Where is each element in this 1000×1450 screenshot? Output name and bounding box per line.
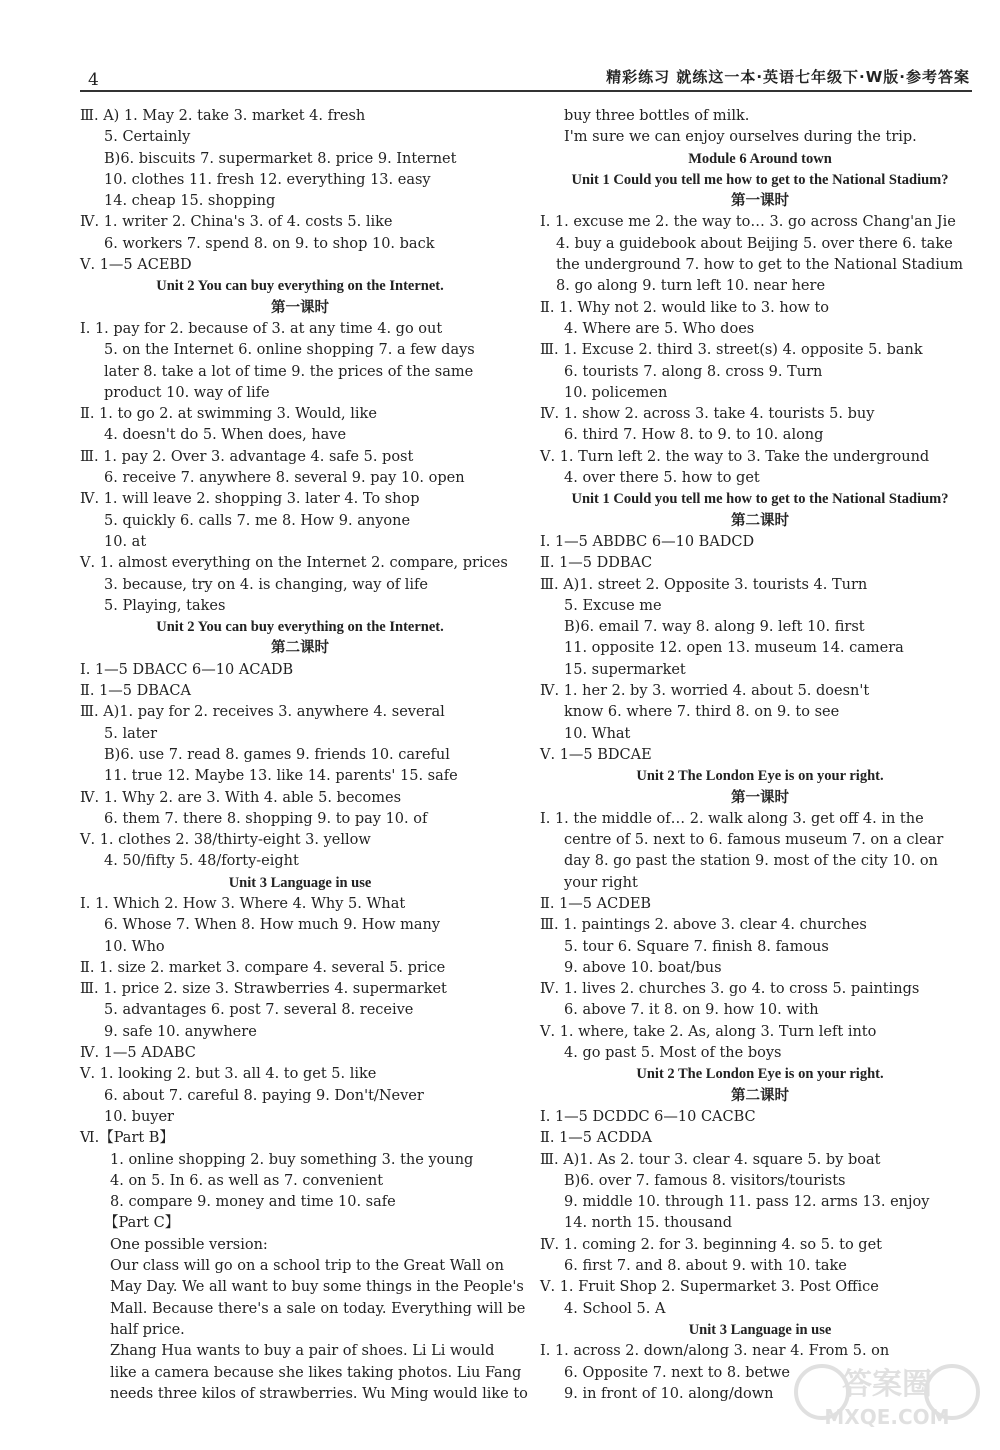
answer-line: Ⅱ. 1. Why not 2. would like to 3. how to (540, 299, 830, 316)
answer-line: 8. go along 9. turn left 10. near here (556, 278, 826, 295)
answer-line: 6. about 7. careful 8. paying 9. Don't/Never (104, 1087, 424, 1104)
answer-line: Ⅴ. 1. Fruit Shop 2. Supermarket 3. Post Office (540, 1279, 879, 1296)
section-heading: Unit 1 Could you tell me how to get to the National Stadium? (571, 491, 949, 508)
answer-line: 10. What (564, 725, 631, 742)
answer-line: 6. them 7. there 8. shopping 9. to pay 10. of (104, 810, 428, 827)
answer-line: 8. compare 9. money and time 10. safe (110, 1194, 396, 1211)
answer-line: 11. opposite 12. open 13. museum 14. camera (564, 640, 904, 657)
answer-line: 5. Certainly (104, 129, 191, 146)
header-rule (80, 90, 972, 92)
answer-line: 10. Who (104, 938, 165, 955)
answer-line: Ⅰ. 1—5 DBACC 6—10 ACADB (80, 661, 294, 678)
answer-line: 11. true 12. Maybe 13. like 14. parents' 15. safe (104, 768, 458, 785)
answer-line: 9. above 10. boat/bus (564, 959, 722, 976)
answer-line: 4. buy a guidebook about Beijing 5. over there 6. take (556, 235, 953, 252)
answer-line: 9. safe 10. anywhere (104, 1023, 257, 1040)
section-heading: 第二课时 (731, 1087, 789, 1104)
answer-line: 14. north 15. thousand (564, 1215, 733, 1232)
answer-line: Ⅳ. 1. writer 2. China's 3. of 4. costs 5. like (80, 214, 393, 231)
right-column (540, 106, 980, 1405)
answer-line: 6. first 7. and 8. about 9. with 10. take (564, 1258, 847, 1275)
section-heading: 第二课时 (271, 640, 329, 657)
answer-line: 【Part C】 (104, 1215, 180, 1232)
answer-line: 4. go past 5. Most of the boys (564, 1045, 782, 1062)
answer-line: Ⅱ. 1—5 DBACA (80, 683, 191, 700)
answer-line: centre of 5. next to 6. famous museum 7. on a clear (564, 832, 944, 849)
section-heading: 第一课时 (731, 789, 789, 806)
answer-line: Ⅴ. 1. looking 2. but 3. all 4. to get 5. like (80, 1066, 377, 1083)
answer-line: 4. over there 5. how to get (564, 470, 760, 487)
answer-line: know 6. where 7. third 8. on 9. to see (564, 704, 840, 721)
answer-line: Ⅴ. 1. Turn left 2. the way to 3. Take the underground (540, 448, 930, 465)
answer-line: 9. in front of 10. along/down (564, 1385, 774, 1402)
section-heading: Unit 2 You can buy everything on the Internet. (156, 278, 444, 295)
answer-line: day 8. go past the station 9. most of the city 10. on (564, 853, 938, 870)
answer-line: 10. clothes 11. fresh 12. everything 13. easy (104, 171, 431, 188)
answer-line: the underground 7. how to get to the National Stadium (556, 257, 964, 274)
answer-line: Ⅱ. 1—5 ACDDA (540, 1130, 652, 1147)
answer-line: Ⅳ. 1—5 ADABC (80, 1045, 196, 1062)
answer-line: 6. receive 7. anywhere 8. several 9. pay 10. open (104, 470, 465, 487)
answer-line: Ⅰ. 1. the middle of… 2. walk along 3. get off 4. in the (540, 810, 924, 827)
section-heading: Unit 3 Language in use (688, 1321, 832, 1338)
section-heading: 第一课时 (271, 299, 329, 316)
answer-line: 14. cheap 15. shopping (104, 193, 276, 210)
answer-line: 6. Whose 7. When 8. How much 9. How many (104, 917, 441, 934)
answer-line: 6. Opposite 7. next to 8. betwe (564, 1364, 790, 1381)
page-number: 4 (88, 70, 99, 90)
answer-line: Ⅲ. 1. pay 2. Over 3. advantage 4. safe 5. post (80, 448, 414, 465)
answer-line: Ⅳ. 1. Why 2. are 3. With 4. able 5. becomes (80, 789, 402, 806)
answer-line: product 10. way of life (104, 384, 270, 401)
answer-line: Ⅱ. 1. size 2. market 3. compare 4. several 5. price (80, 959, 446, 976)
section-heading: 第一课时 (731, 193, 789, 210)
answer-line: 5. later (104, 725, 158, 742)
answer-line: buy three bottles of milk. (564, 108, 750, 124)
answer-line: Ⅲ. 1. paintings 2. above 3. clear 4. churches (540, 917, 867, 934)
answer-line: 10. buyer (104, 1108, 174, 1125)
answer-line: your right (564, 874, 638, 891)
svg-text:MXQE.COM: MXQE.COM (824, 1405, 950, 1429)
left-column (80, 106, 528, 1405)
answer-line: 5. quickly 6. calls 7. me 8. How 9. anyone (104, 512, 411, 529)
answer-line: 5. Excuse me (564, 597, 662, 614)
answer-line: later 8. take a lot of time 9. the prices of the same (104, 363, 474, 380)
answer-line: 3. because, try on 4. is changing, way of life (104, 576, 429, 593)
answer-line: Our class will go on a school trip to the Great Wall on (110, 1258, 504, 1275)
answer-line: Ⅰ. 1. across 2. down/along 3. near 4. From 5. on (540, 1343, 890, 1360)
answer-line: Ⅳ. 1. show 2. across 3. take 4. tourists 5. buy (540, 406, 875, 423)
answer-line: 4. School 5. A (564, 1300, 666, 1317)
answer-line: 4. Where are 5. Who does (564, 320, 755, 337)
svg-text:答案圈: 答案圈 (842, 1367, 932, 1402)
section-heading: Unit 1 Could you tell me how to get to the National Stadium? (571, 171, 949, 188)
answer-line: Ⅲ. A) 1. May 2. take 3. market 4. fresh (80, 108, 366, 124)
header-title: 精彩练习 就练这一本·英语七年级下·W版·参考答案 (606, 68, 970, 86)
answer-line: Ⅲ. 1. price 2. size 3. Strawberries 4. supermarket (80, 981, 447, 998)
answer-line: Ⅳ. 1. lives 2. churches 3. go 4. to cross 5. paintings (540, 981, 920, 998)
section-heading: Unit 2 The London Eye is on your right. (636, 1066, 884, 1083)
answer-line: 1. online shopping 2. buy something 3. the young (110, 1151, 474, 1168)
answer-line: 10. at (104, 533, 147, 550)
answer-line: Ⅴ. 1. clothes 2. 38/thirty-eight 3. yellow (80, 832, 371, 849)
section-heading: 第二课时 (731, 512, 789, 529)
watermark-logo (792, 1352, 982, 1432)
answer-line: half price. (110, 1321, 185, 1338)
answer-line: 6. third 7. How 8. to 9. to 10. along (564, 427, 824, 444)
answer-line: like a camera because she likes taking photos. Liu Fang (110, 1364, 522, 1381)
answer-line: B)6. over 7. famous 8. visitors/tourists (564, 1172, 846, 1189)
answer-line: Ⅴ. 1. where, take 2. As, along 3. Turn left into (540, 1023, 877, 1040)
answer-line: needs three kilos of strawberries. Wu Ming would like to (110, 1385, 528, 1402)
answer-line: B)6. email 7. way 8. along 9. left 10. first (564, 619, 865, 636)
answer-line: 4. 50/fifty 5. 48/forty-eight (104, 853, 299, 870)
answer-line: I'm sure we can enjoy ourselves during the trip. (564, 129, 917, 146)
answer-line: 15. supermarket (564, 661, 686, 678)
answer-line: Ⅴ. 1—5 ACEBD (80, 257, 192, 274)
answer-line: 6. workers 7. spend 8. on 9. to shop 10. back (104, 235, 435, 252)
answer-line: Ⅳ. 1. coming 2. for 3. beginning 4. so 5. to get (540, 1236, 882, 1253)
answer-line: B)6. use 7. read 8. games 9. friends 10. careful (104, 746, 450, 763)
answer-line: 4. on 5. In 6. as well as 7. convenient (110, 1172, 384, 1189)
section-heading: Unit 2 The London Eye is on your right. (636, 768, 884, 785)
answer-line: Ⅳ. 1. her 2. by 3. worried 4. about 5. doesn't (540, 683, 870, 700)
answer-line: Ⅰ. 1—5 ABDBC 6—10 BADCD (540, 533, 755, 550)
answer-line: Ⅰ. 1—5 DCDDC 6—10 CACBC (540, 1108, 756, 1125)
answer-line: B)6. biscuits 7. supermarket 8. price 9. Internet (104, 150, 457, 167)
answer-line: Ⅳ. 1. will leave 2. shopping 3. later 4. To shop (80, 491, 420, 508)
answer-line: 6. above 7. it 8. on 9. how 10. with (564, 1002, 819, 1019)
answer-line: Ⅱ. 1—5 ACDEB (540, 895, 652, 912)
section-heading: Module 6 Around town (688, 150, 832, 167)
section-heading: Unit 2 You can buy everything on the Internet. (156, 619, 444, 636)
answer-line: One possible version: (110, 1236, 268, 1253)
answer-line: Ⅴ. 1—5 BDCAE (540, 746, 652, 763)
answer-line: 10. policemen (564, 384, 668, 401)
answer-line: 5. advantages 6. post 7. several 8. receive (104, 1002, 414, 1019)
answer-line: Mall. Because there's a sale on today. Everything will be (110, 1300, 526, 1317)
answer-line: Ⅰ. 1. pay for 2. because of 3. at any time 4. go out (80, 320, 443, 337)
answer-line: Ⅲ. A)1. pay for 2. receives 3. anywhere 4. several (80, 704, 445, 721)
answer-line: Ⅱ. 1. to go 2. at swimming 3. Would, like (80, 406, 377, 423)
answer-line: Ⅵ.【Part B】 (80, 1130, 174, 1147)
answer-line: Ⅱ. 1—5 DDBAC (540, 555, 653, 572)
answer-line: 6. tourists 7. along 8. cross 9. Turn (564, 363, 823, 380)
answer-line: 5. on the Internet 6. online shopping 7. a few days (104, 342, 475, 359)
answer-line: May Day. We all want to buy some things in the People's (110, 1279, 524, 1296)
answer-line: Ⅰ. 1. excuse me 2. the way to… 3. go across Chang'an Jie (540, 214, 956, 231)
answer-line: 9. middle 10. through 11. pass 12. arms 13. enjoy (564, 1194, 930, 1211)
answer-line: Ⅲ. A)1. street 2. Opposite 3. tourists 4. Turn (540, 576, 868, 593)
answer-line: Ⅴ. 1. almost everything on the Internet 2. compare, prices (80, 555, 508, 572)
answer-line: Ⅰ. 1. Which 2. How 3. Where 4. Why 5. What (80, 895, 406, 912)
answer-line: Ⅲ. A)1. As 2. tour 3. clear 4. square 5. by boat (540, 1151, 881, 1168)
section-heading: Unit 3 Language in use (228, 874, 372, 891)
answer-line: 5. Playing, takes (104, 597, 226, 614)
answer-line: 4. doesn't do 5. When does, have (104, 427, 347, 444)
answer-line: Ⅲ. 1. Excuse 2. third 3. street(s) 4. opposite 5. bank (540, 342, 923, 359)
answer-line: 5. tour 6. Square 7. finish 8. famous (564, 938, 829, 955)
answer-line: Zhang Hua wants to buy a pair of shoes. Li Li would (110, 1343, 495, 1360)
